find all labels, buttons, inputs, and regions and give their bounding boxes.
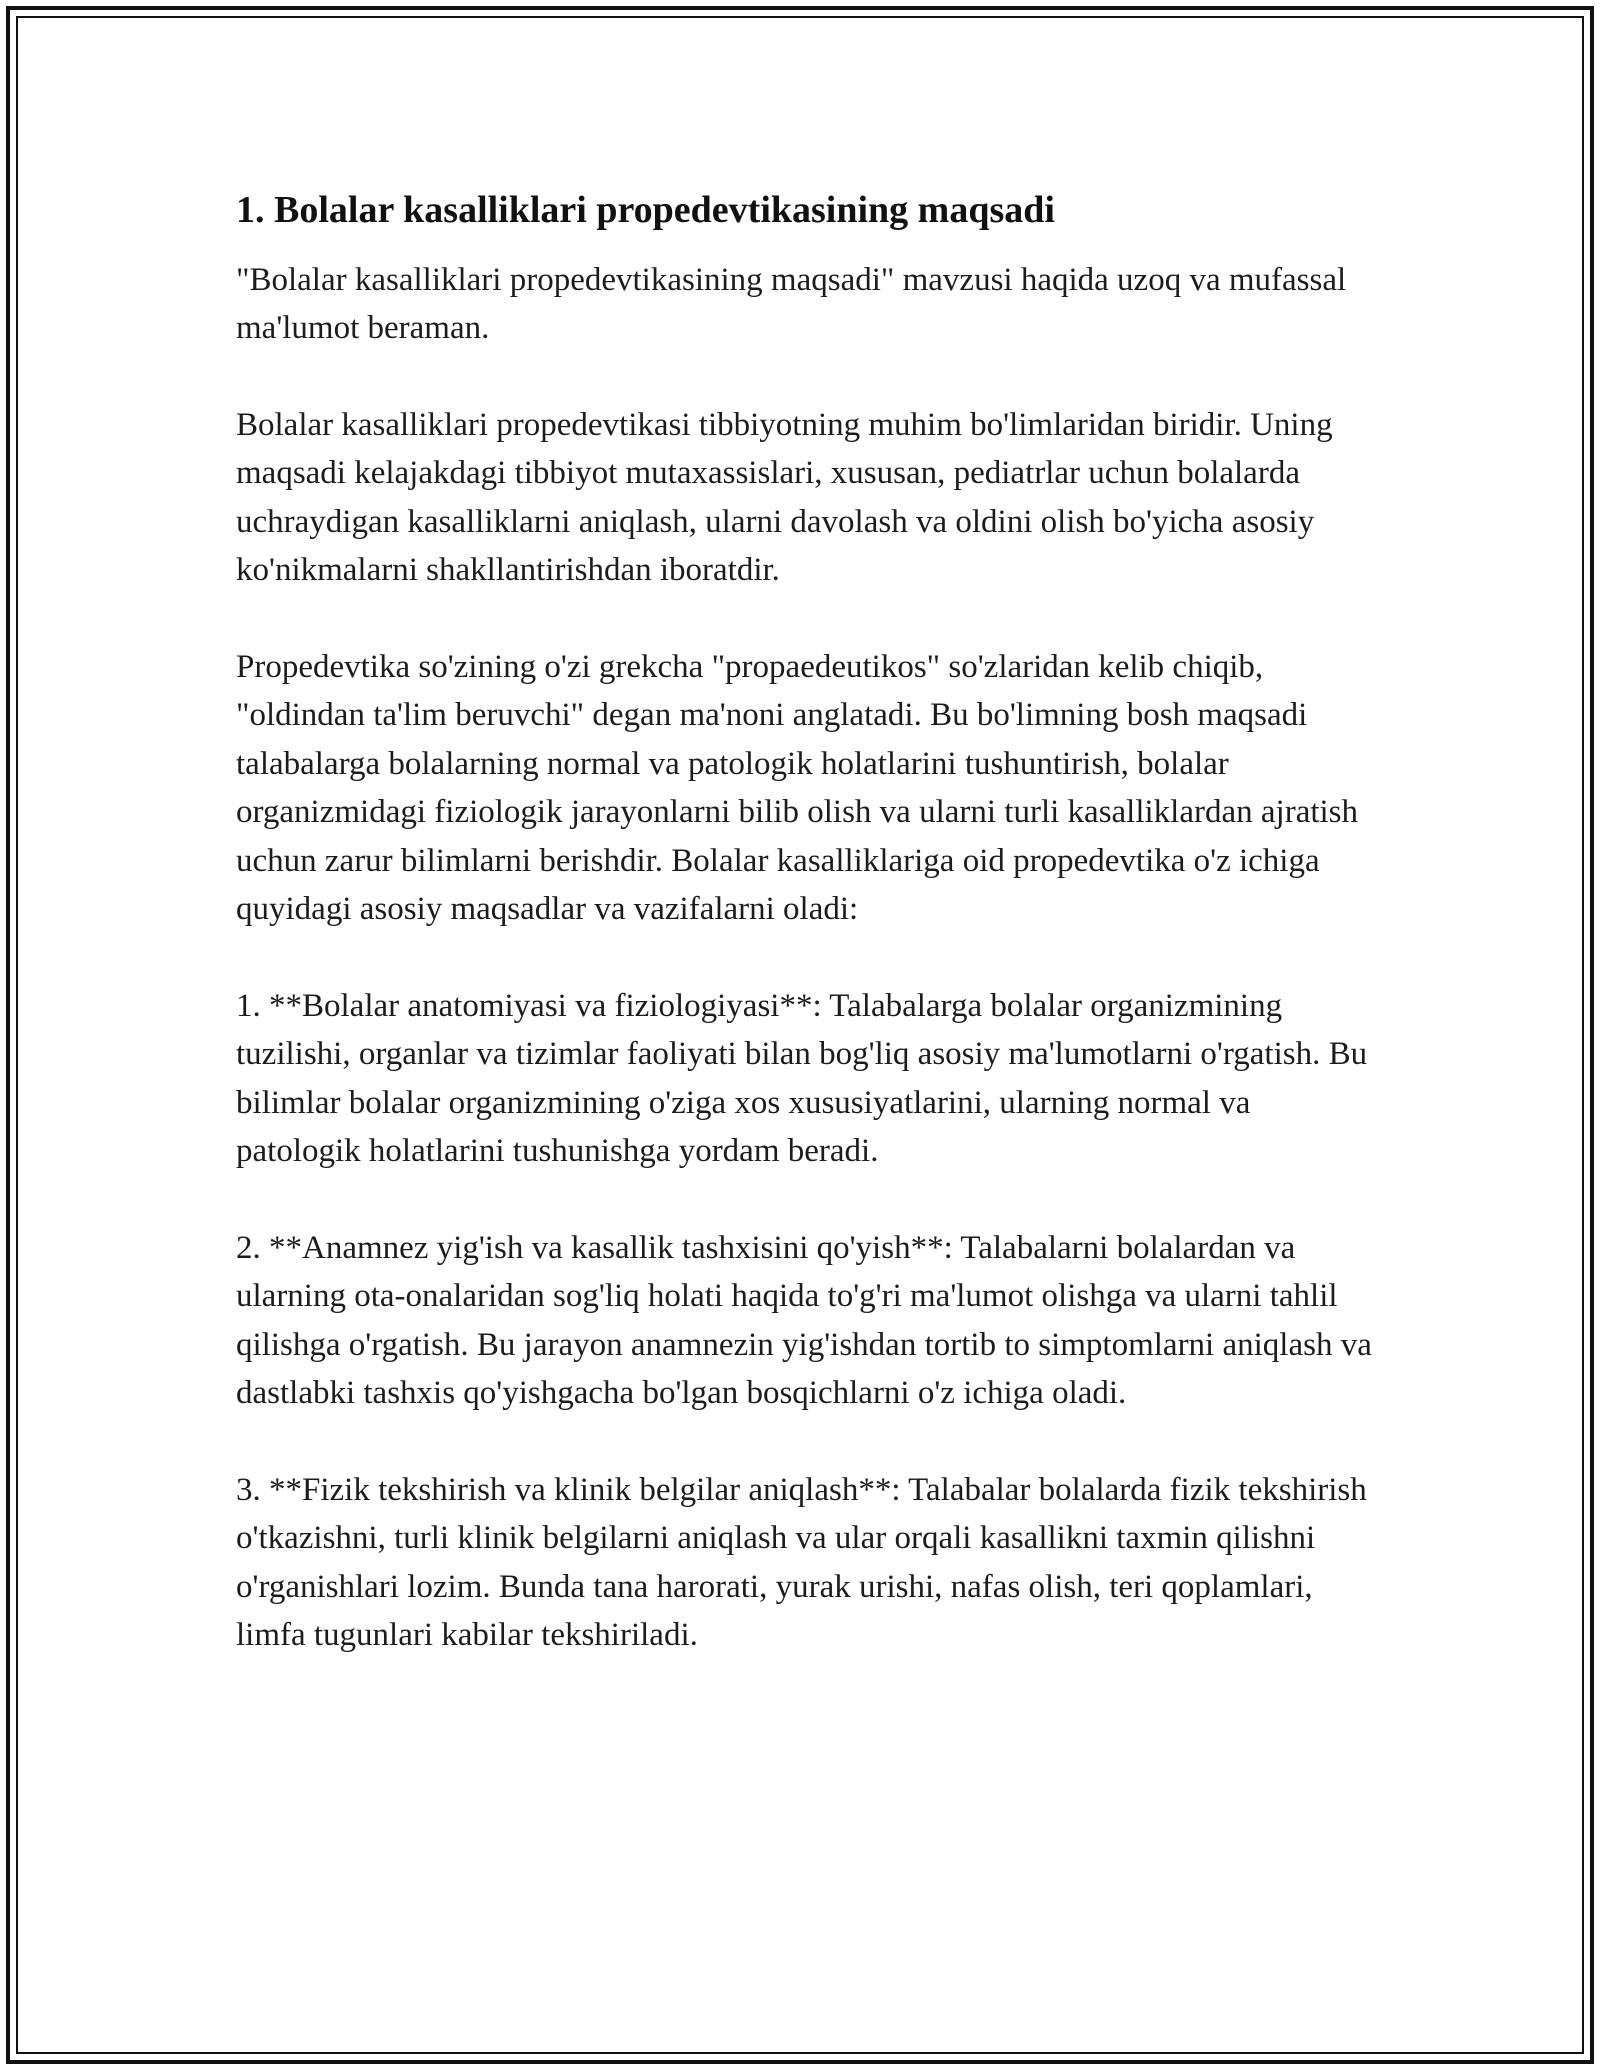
document-body	[236, 188, 1376, 1708]
list-item-anamnesis: 2. **Anamnez yig'ish va kasallik tashxisini qo'yish**: Talabalarni bolalardan va ularning ota-onalaridan sog'liq holati haqida to'g'ri ma'lumot olishga va ularni tahlil qilishga o'rgatish. Bu jarayon anamnezin yig'ishdan tortib to simptomlarni aniqlash va dastlabki tashxis qo'yishgacha bo'lgan bosqichlarni o'z ichiga oladi.	[236, 1229, 1372, 1412]
list-item-physical-exam: 3. **Fizik tekshirish va klinik belgilar aniqlash**: Talabalar bolalarda fizik tekshirish o'tkazishni, turli klinik belgilarni aniqlash va ular orqali kasallikni taxmin qilishni o'rganishlari lozim. Bunda tana harorati, yurak urishi, nafas olish, teri qoplamlari, limfa tugunlari kabilar tekshiriladi.	[236, 1471, 1367, 1654]
section-title: 1. Bolalar kasalliklari propedevtikasining maqsadi	[236, 189, 1055, 231]
list-item-anatomy: 1. **Bolalar anatomiyasi va fiziologiyasi**: Talabalarga bolalar organizmining tuzilishi, organlar va tizimlar faoliyati bilan bog'liq asosiy ma'lumotlarni o'rgatish. Bu bilimlar bolalar organizmining o'ziga xos xususiyatlarini, ularning normal va patologik holatlarini tushunishga yordam beradi.	[236, 987, 1368, 1170]
definition-paragraph: Bolalar kasalliklari propedevtikasi tibbiyotning muhim bo'limlaridan biridir. Uning maqsadi kelajakdagi tibbiyot mutaxassislari, xususan, pediatrlar uchun bolalarda uchraydigan kasalliklarni aniqlash, ularni davolash va oldini olish bo'yicha asosiy ko'nikmalarni shakllantirishdan iboratdir.	[236, 406, 1333, 589]
etymology-paragraph: Propedevtika so'zining o'zi grekcha "propaedeutikos" so'zlaridan kelib chiqib, "oldindan ta'lim beruvchi" degan ma'noni anglatadi. Bu bo'limning bosh maqsadi talabalarga bolalarning normal va patologik holatlarini tushuntirish, bolalar organizmidagi fiziologik jarayonlarni bilib olish va ularni turli kasalliklardan ajratish uchun zarur bilimlarni berishdir. Bolalar kasalliklariga oid propedevtika o'z ichiga quyidagi asosiy maqsadlar va vazifalarni oladi:	[236, 648, 1359, 928]
intro-paragraph: "Bolalar kasalliklari propedevtikasining maqsadi" mavzusi haqida uzoq va mufassal ma'lumot beraman.	[236, 261, 1347, 347]
